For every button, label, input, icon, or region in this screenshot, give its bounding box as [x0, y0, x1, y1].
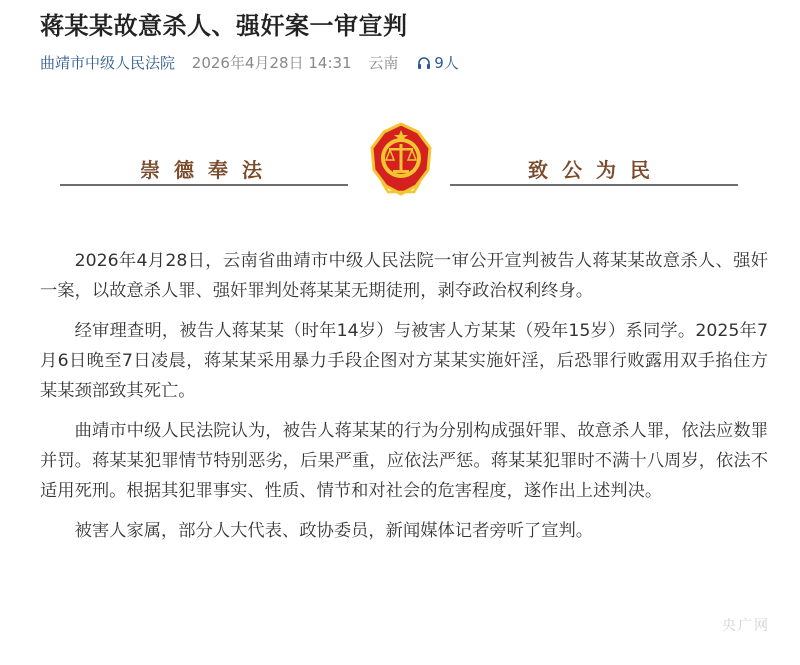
region-label: 云南	[368, 54, 399, 72]
paragraph: 经审理查明，被告人蒋某某（时年14岁）与被害人方某某（殁年15岁）系同学。2025年7月6日晚至7日凌晨，蒋某某采用暴力手段企图对方某某实施奸淫，后恐罪行败露用双手掐住方某某颈部致其死亡。	[40, 321, 768, 401]
headphones-icon	[417, 56, 431, 70]
divider-right	[450, 184, 738, 186]
motto-right: 致公为民	[528, 158, 664, 182]
paragraph: 曲靖市中级人民法院认为，被告人蒋某某的行为分别构成强奸罪、故意杀人罪，依法应数罪并罚。蒋某某犯罪情节特别恶劣，后果严重，应依法严惩。蒋某某犯罪时不满十八周岁，依法不适用死刑。根据其犯罪事实、性质、情节和对社会的危害程度，遂作出上述判决。	[40, 421, 768, 501]
paragraph: 2026年4月28日，云南省曲靖市中级人民法院一审公开宣判被告人蒋某某故意杀人、强奸一案，以故意杀人罪、强奸罪判处蒋某某无期徒刑，剥夺政治权利终身。	[40, 251, 768, 301]
article-meta	[40, 52, 459, 73]
publish-time: 2026年4月28日 14:31	[191, 54, 352, 72]
court-emblem-icon	[368, 122, 434, 198]
source-link[interactable]: 曲靖市中级人民法院	[40, 54, 176, 72]
paragraph: 被害人家属，部分人大代表、政协委员，新闻媒体记者旁听了宣判。	[74, 521, 594, 541]
divider-left	[60, 184, 348, 186]
motto-left: 崇德奉法	[140, 158, 276, 182]
court-banner	[60, 122, 740, 202]
listen-count: 9人	[434, 54, 459, 72]
article-body	[40, 246, 768, 556]
watermark: 央广网	[722, 618, 770, 634]
article-title: 蒋某某故意杀人、强奸案一审宣判	[40, 12, 408, 40]
listen-button[interactable]	[417, 54, 459, 72]
